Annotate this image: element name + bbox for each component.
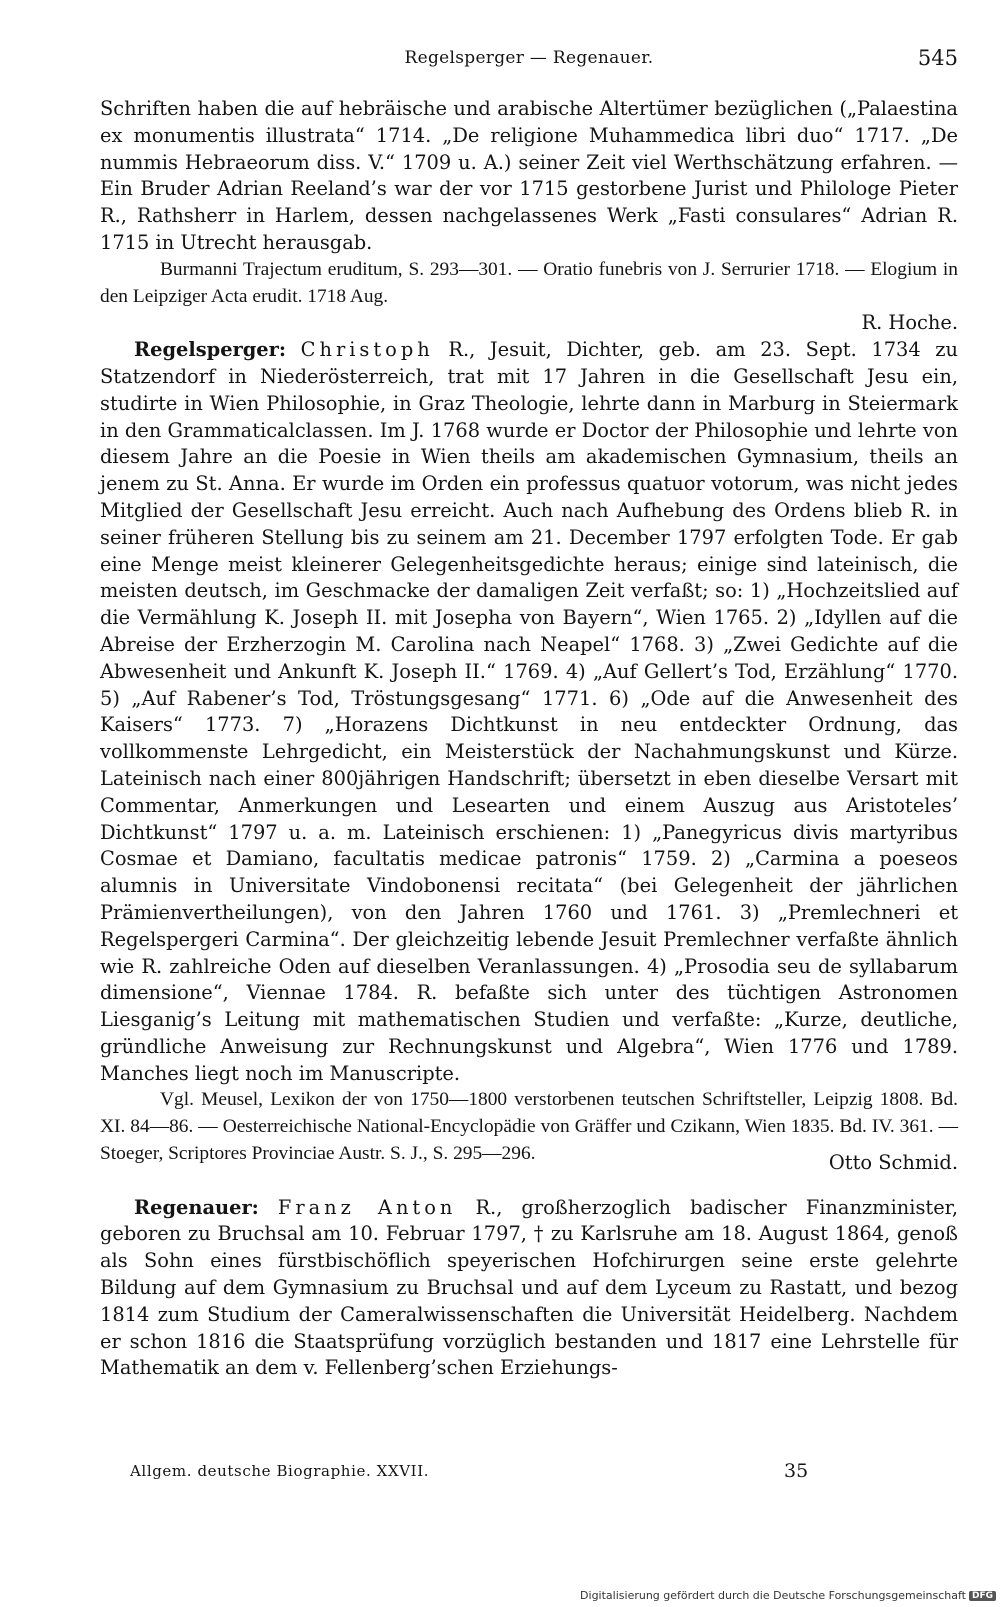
previous-entry-references: Burmanni Trajectum eruditum, S. 293—301. — Oratio funebris von J. Serrurier 1718. — Elogium in den Leipziger Acta erudit. 1718 Aug. (100, 258, 958, 307)
digitization-credit (580, 1589, 996, 1602)
entry-references: Vgl. Meusel, Lexikon der von 1750—1800 verstorbenen teutschen Schriftsteller, Leipzig 1808. Bd. XI. 84—86. — Oesterreichische National-Encyclopädie von Gräffer und Czikann, Wien 1835. Bd. IV. 361. — Stoeger, Scriptores Provinciae Austr. S. J., S. 295—296. (100, 1089, 958, 1165)
footer-work-title: Allgem. deutsche Biographie. XXVII. (130, 1462, 430, 1480)
page-header (100, 46, 958, 74)
entry-forename: Franz Anton (277, 1195, 457, 1219)
entry-body: R., großherzoglich badischer Finanzminister, geboren zu Bruchsal am 10. Februar 1797, † zu Karlsruhe am 18. August 1864, genoß als Sohn eines fürstbischöflich speyerischen Hofchirurgen seine erste gelehrte Bildung auf dem Gymnasium zu Bruchsal und auf dem Lyceum zu Rastatt, und bezog 1814 zum Studium der Cameralwissenschaften die Universität Heidelberg. Nachdem er schon 1816 die Staatsprüfung vorzüglich bestanden und 1817 eine Lehrstelle für Mathematik an dem v. Fellenberg’schen Erziehungs- (100, 1195, 958, 1380)
page-footer (100, 1460, 958, 1484)
entry-author: Otto Schmid. (828, 1150, 958, 1174)
entry-forename: Christoph (300, 338, 434, 362)
footer-signature: 35 (784, 1460, 809, 1482)
entry-lemma: Regelsperger: (134, 338, 287, 362)
entry-lemma: Regenauer: (134, 1195, 259, 1219)
dfg-logo-icon: DFG (969, 1591, 996, 1601)
credit-text: Digitalisierung gefördert durch die Deutsche Forschungsgemeinschaft (580, 1589, 966, 1602)
article-text (100, 96, 958, 1382)
entry-body: R., Jesuit, Dichter, geb. am 23. Sept. 1734 zu Statzendorf in Niederösterreich, trat mit 17 Jahren in die Gesellschaft Jesu ein, studirte in Wien Philosophie, in Graz Theologie, lehrte dann in Marburg in Steiermark in den Grammaticalclassen. Im J. 1768 wurde er Doctor der Philosophie und lehrte von diesem Jahre an die Poesie in Wien theils am akademischen Gymnasium, theils an jenem zu St. Anna. Er wurde im Orden ein professus quatuor votorum, was nicht jedes Mitglied der Gesellschaft Jesu erreicht. Auch nach Aufhebung des Ordens blieb R. in seiner früheren Stellung bis zu seinem am 21. December 1797 erfolgten Tode. Er gab eine Menge meist kleinerer Gelegenheitsgedichte heraus; einige sind lateinisch, die meisten deutsch, im Geschmacke der damaligen Zeit verfaßt; so: 1) „Hochzeitslied auf die Vermählung K. Joseph II. mit Josepha von Bayern“, Wien 1765. 2) „Idyllen auf die Abreise der Erzherzogin M. Carolina nach Neapel“ 1768. 3) „Zwei Gedichte auf die Abwesenheit und Ankunft K. Joseph II.“ 1769. 4) „Auf Gellert’s Tod, Erzählung“ 1770. 5) „Auf Rabener’s Tod, Tröstungsgesang“ 1771. 6) „Ode auf die Anwesenheit des Kaisers“ 1773. 7) „Horazens Dichtkunst in neu entdeckter Ordnung, das vollkommenste Lehrgedicht, ein Meisterstück der Nachahmungskunst und Kürze. Lateinisch nach einer 800jährigen Handschrift; übersetzt in eben dieselbe Versart mit Commentar, Anmerkungen und Lesearten und einem Auszug aus Aristoteles’ Dichtkunst“ 1797 u. a. m. Lateinisch erschienen: 1) „Panegyricus divis martyribus Cosmae et Damiano, facultatis medicae patronis“ 1759. 2) „Carmina a poeseos alumnis in Universitate Vindobonensi recitata“ (bei Gelegenheit der jährlichen Prämienvertheilungen), von den Jahren 1760 und 1761. 3) „Premlechneri et Regelspergeri Carmina“. Der gleichzeitig lebende Jesuit Premlechner verfaßte ähnlich wie R. zahlreiche Oden auf dieselben Veranlassungen. 4) „Prosodia seu de syllabarum dimensione“, Viennae 1784. R. befaßte sich unter des tüchtigen Astronomen Liesganig’s Leitung mit mathematischen Studien und verfaßte: „Kurze, deutliche, gründliche Anweisung zur Rechnungskunst und Algebra“, Wien 1776 und 1789. Manches liegt noch im Manuscripte. (100, 338, 958, 1085)
entry-regenauer (100, 1195, 958, 1383)
entry-regelsperger (100, 337, 958, 1087)
running-head: Regelsperger — Regenauer. (404, 48, 654, 68)
page (100, 0, 958, 1607)
page-number: 545 (917, 46, 958, 70)
previous-entry-author: R. Hoche. (861, 311, 958, 335)
previous-entry-text: Schriften haben die auf hebräische und arabische Altertümer bezüglichen („Palaestina ex monumentis illustrata“ 1714. „De religione Muhammedica libri duo“ 1717. „De nummis Hebraeorum diss. V.“ 1709 u. A.) seiner Zeit viel Werthschätzung erfahren. — Ein Bruder Adrian Reeland’s war der vor 1715 gestorbene Jurist und Philologe Pieter R., Rathsherr in Harlem, dessen nachgelassenes Werk „Fasti consulares“ Adrian R. 1715 in Utrecht herausgab. (100, 97, 958, 254)
